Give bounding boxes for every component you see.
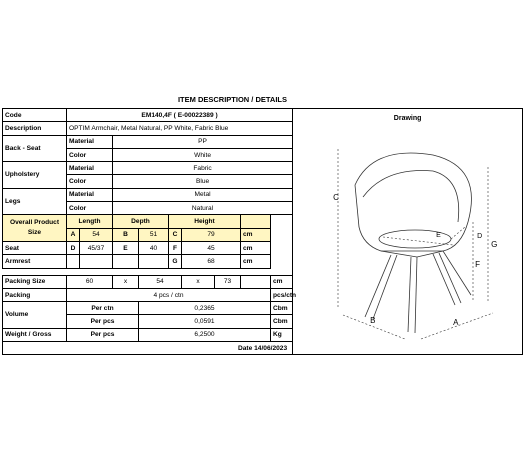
dim-letter-e: E [436, 232, 441, 239]
volume-per-ctn-value: 0,2365 [139, 302, 271, 315]
packing-label: Packing [3, 288, 67, 301]
depth-header: Depth [113, 215, 169, 228]
dim-g-value: 68 [182, 255, 241, 268]
seat-label: Seat [3, 241, 67, 254]
dim-letter-d: D [477, 233, 483, 240]
dim-f-letter: F [169, 241, 182, 254]
back-seat-color-label: Color [67, 148, 113, 161]
drawing-title: Drawing [393, 115, 422, 122]
upholstery-material: Fabric [113, 162, 293, 175]
dim-letter-c: C [333, 193, 339, 202]
spec-table [2, 108, 523, 355]
back-seat-label: Back - Seat [3, 135, 67, 162]
dim-d-value: 45/37 [80, 241, 113, 254]
dim-letter-b: B [370, 316, 376, 325]
dim-b-letter: B [113, 228, 139, 241]
weight-unit: Kg [271, 328, 293, 341]
dim-b-value: 51 [139, 228, 169, 241]
dim-a-value: 54 [80, 228, 113, 241]
armrest-label: Armrest [3, 255, 67, 268]
height-header: Height [169, 215, 241, 228]
dim-a-letter: A [67, 228, 80, 241]
packing-height: 73 [215, 275, 241, 288]
page-title: ITEM DESCRIPTION / DETAILS [177, 95, 288, 104]
length-header: Length [67, 215, 113, 228]
volume-per-pcs-value: 0,0591 [139, 315, 271, 328]
description-value: OPTIM Armchair, Metal Natural, PP White, Fabric Blue [67, 122, 293, 135]
dim-c-letter: C [169, 228, 182, 241]
overall-size-label: Overall Product Size [3, 215, 67, 242]
dim-letter-a: A [453, 318, 459, 327]
back-seat-color: White [113, 148, 293, 161]
armrest-unit: cm [241, 255, 271, 268]
dim-e-letter: E [113, 241, 139, 254]
volume-per-ctn-label: Per ctn [67, 302, 139, 315]
volume-ctn-unit: Cbm [271, 302, 293, 315]
seat-unit: cm [241, 241, 271, 254]
weight-value: 6,2500 [139, 328, 271, 341]
packing-value: 4 pcs / ctn [67, 288, 271, 301]
back-seat-material-label: Material [67, 135, 113, 148]
legs-color: Natural [113, 202, 293, 215]
upholstery-color: Blue [113, 175, 293, 188]
upholstery-color-label: Color [67, 175, 113, 188]
legs-label: Legs [3, 188, 67, 215]
packing-size-unit: cm [271, 275, 293, 288]
date-footer: Date 14/06/2023 [3, 342, 523, 355]
dim-letter-g: G [491, 240, 498, 249]
description-label: Description [3, 122, 67, 135]
packing-length: 60 [67, 275, 113, 288]
weight-per-pcs-label: Per pcs [67, 328, 139, 341]
code-value: EM140,4F ( E-00022389 ) [67, 109, 293, 122]
dim-f-value: 45 [182, 241, 241, 254]
packing-x2: x [182, 275, 215, 288]
packing-x1: x [113, 275, 139, 288]
upholstery-material-label: Material [67, 162, 113, 175]
packing-width: 54 [139, 275, 182, 288]
code-label: Code [3, 109, 67, 122]
volume-pcs-unit: Cbm [271, 315, 293, 328]
dim-c-value: 79 [182, 228, 241, 241]
dim-letter-f: F [475, 260, 480, 269]
dim-e-value: 40 [139, 241, 169, 254]
armchair-drawing [293, 127, 523, 347]
legs-material-label: Material [67, 188, 113, 201]
packing-size-label: Packing Size [3, 275, 67, 288]
back-seat-material: PP [113, 135, 293, 148]
dim-d-letter: D [67, 241, 80, 254]
volume-per-pcs-label: Per pcs [67, 315, 139, 328]
legs-material: Metal [113, 188, 293, 201]
packing-unit: pcs/ctn [271, 288, 293, 301]
legs-color-label: Color [67, 202, 113, 215]
weight-label: Weight / Gross [3, 328, 67, 341]
volume-label: Volume [3, 302, 67, 329]
upholstery-label: Upholstery [3, 162, 67, 189]
drawing-panel [293, 109, 523, 355]
dim-unit: cm [241, 228, 271, 241]
dim-g-letter: G [169, 255, 182, 268]
